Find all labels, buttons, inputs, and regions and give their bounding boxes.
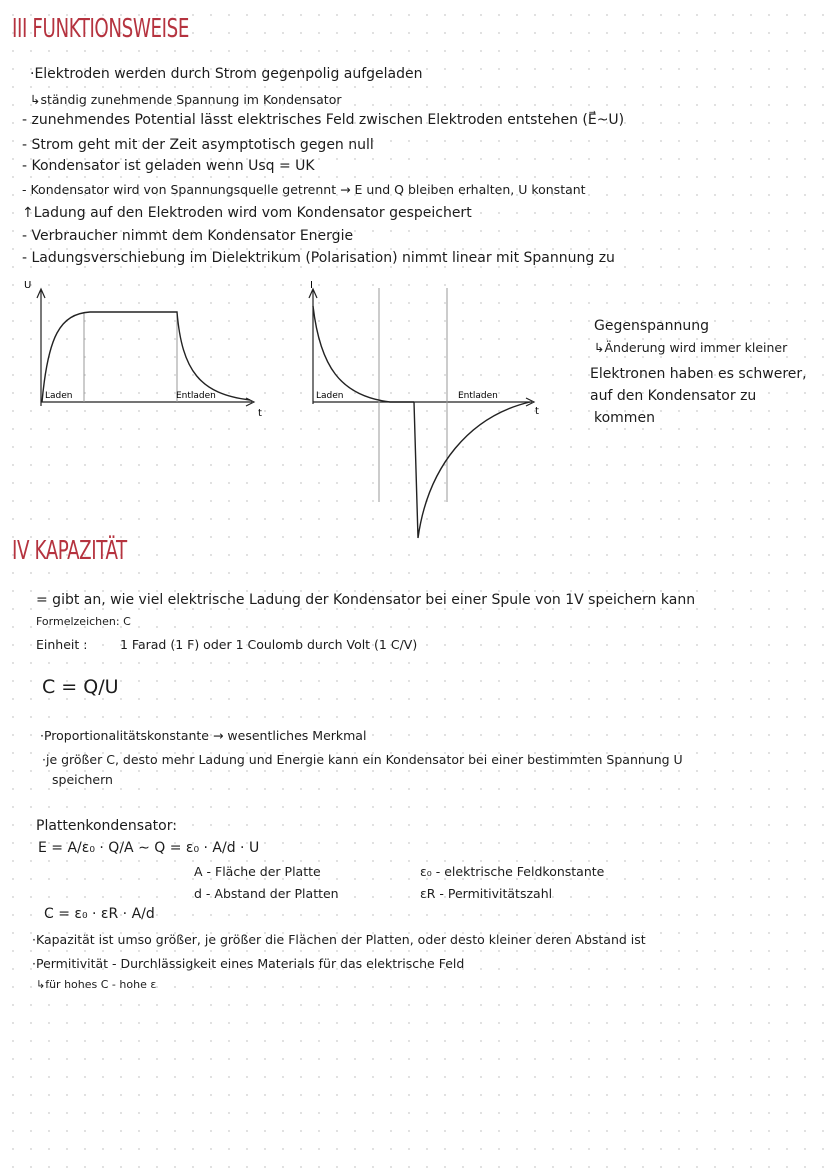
note-line-9: - Ladungsverschiebung im Dielektrikum (Polarisation) nimmt linear mit Spannung zu — [22, 250, 615, 266]
unit-label: Einheit : — [36, 637, 88, 652]
note-line-5: - Kondensator ist geladen wenn Usq = UK — [22, 158, 315, 174]
current-graph — [300, 276, 550, 542]
permittivity-note: ·Permitivität - Durchlässigkeit eines Materials für das elektrische Feld — [32, 956, 465, 971]
graph1-x-label: t — [258, 408, 262, 416]
graph2-phase-right: Entladen — [458, 391, 498, 401]
formula-symbol: Formelzeichen: C — [36, 615, 131, 628]
note-line-3: - zunehmendes Potential lässt elektrisches Feld zwischen Elektroden entstehen (E⃗~U) — [22, 112, 625, 128]
graph2-discharging-curve — [414, 402, 530, 538]
capacity-definition: = gibt an, wie viel elektrische Ladung der Kondensator bei einer Spule von 1V speichern kann — [36, 592, 696, 608]
note-line-1: ·Elektroden werden durch Strom gegenpolig aufgeladen — [30, 66, 423, 82]
permittivity-sub-note: ↳für hohes C - hohe ε — [36, 978, 157, 991]
note-line-7: ↑Ladung auf den Elektroden wird vom Kondensator gespeichert — [22, 205, 472, 221]
graph1-phase-right: Entladen — [176, 391, 216, 401]
voltage-graph — [20, 276, 270, 416]
graph1-voltage-curve — [42, 312, 250, 402]
capacity-note-cont: speichern — [52, 772, 113, 787]
note-line-6: - Kondensator wird von Spannungsquelle getrennt → E und Q bleiben erhalten, U konstant — [22, 182, 586, 197]
legend-area: A - Fläche der Platte — [194, 864, 321, 879]
proportionality-note: ·Proportionalitätskonstante → wesentliches Merkmal — [40, 728, 367, 743]
side-note-5: kommen — [594, 410, 655, 426]
legend-field-constant: ε₀ - elektrische Feldkonstante — [420, 864, 605, 879]
side-note-1: Gegenspannung — [594, 318, 709, 334]
graph2-x-label: t — [535, 406, 539, 417]
legend-distance: d - Abstand der Platten — [194, 886, 339, 901]
unit-text: 1 Farad (1 F) oder 1 Coulomb durch Volt (1 C/V) — [120, 637, 418, 652]
capacity-size-note: ·Kapazität ist umso größer, je größer die Flächen der Platten, oder desto kleiner deren Abstand ist — [32, 932, 646, 947]
graph1-y-label: U — [24, 280, 32, 291]
graph2-charging-curve — [313, 306, 414, 402]
graph2-y-label: I — [310, 280, 313, 291]
plate-capacity-formula: C = ε₀ · εR · A/d — [44, 906, 155, 922]
side-note-4: auf den Kondensator zu — [590, 388, 757, 404]
capacity-note: ·je größer C, desto mehr Ladung und Energie kann ein Kondensator bei einer bestimmten Spannung U — [42, 752, 683, 767]
note-line-4: - Strom geht mit der Zeit asymptotisch gegen null — [22, 137, 374, 153]
graph2-phase-left: Laden — [316, 391, 344, 401]
note-line-2: ↳ständig zunehmende Spannung im Kondensator — [30, 92, 342, 107]
plate-field-formula: E = A/ε₀ · Q/A ∼ Q = ε₀ · A/d · U — [38, 840, 260, 856]
graph1-phase-left: Laden — [45, 391, 73, 401]
capacity-formula: C = Q/U — [42, 676, 119, 698]
plate-capacitor-title: Plattenkondensator: — [36, 818, 177, 834]
side-note-3: Elektronen haben es schwerer, — [590, 366, 807, 382]
note-line-8: - Verbraucher nimmt dem Kondensator Energie — [22, 228, 354, 244]
section-4-title: IV KAPAZITÄT — [12, 536, 127, 566]
legend-permittivity: εR - Permitivitätszahl — [420, 886, 553, 901]
section-3-title: III FUNKTIONSWEISE — [12, 14, 189, 44]
side-note-2: ↳Änderung wird immer kleiner — [594, 340, 788, 355]
